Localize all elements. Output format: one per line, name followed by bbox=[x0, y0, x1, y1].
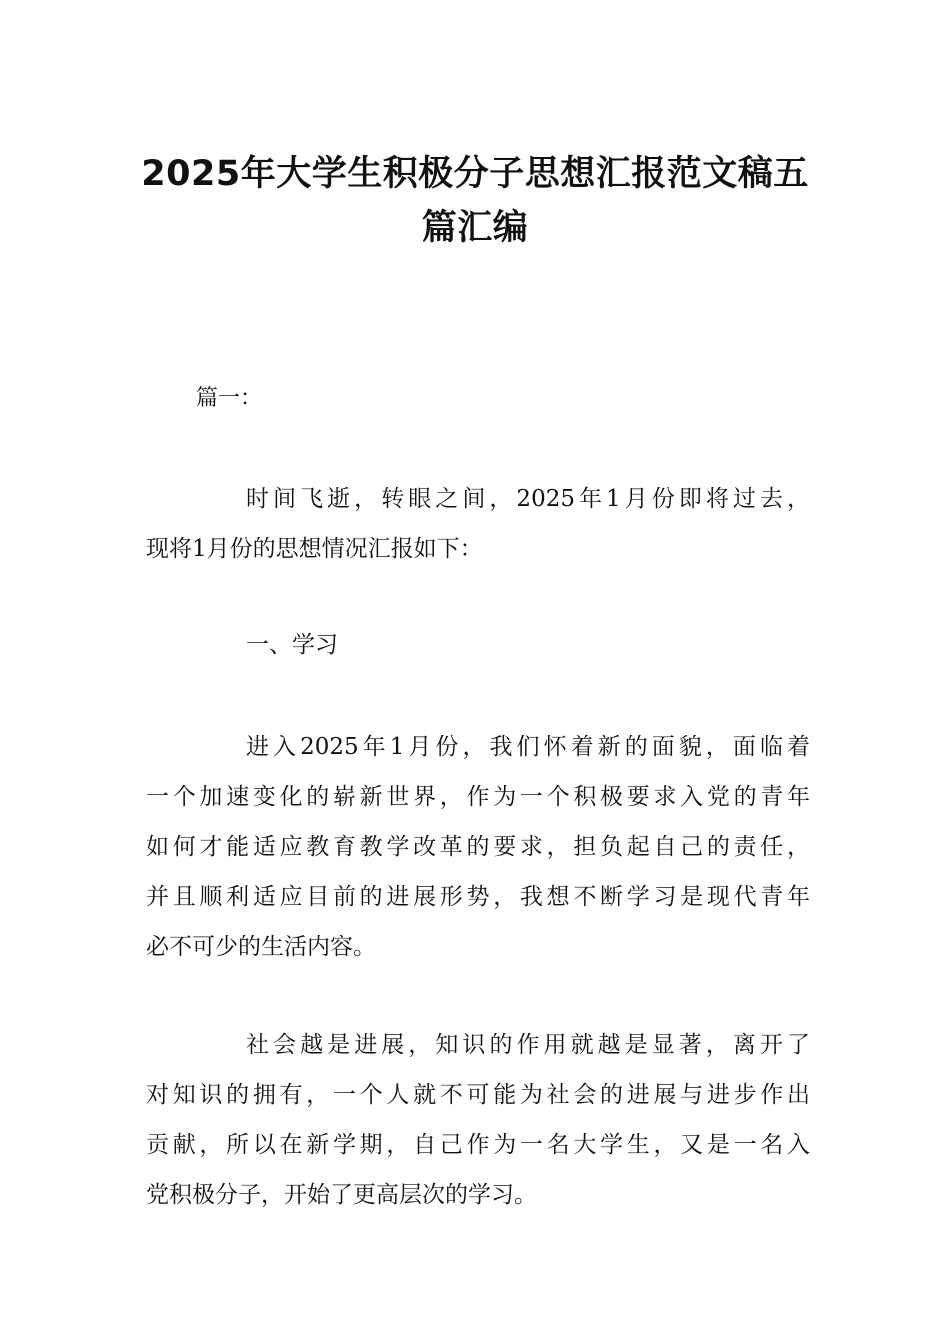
paragraph-line: 必不可少的生活内容。 bbox=[146, 934, 376, 960]
paragraph-knowledge bbox=[146, 1020, 810, 1220]
paragraph-line: 对知识的拥有，一个人就不可能为社会的进展与进步作出 bbox=[146, 1082, 810, 1108]
paragraph-intro bbox=[146, 474, 810, 574]
title-line-1: 2025年大学生积极分子思想汇报范文稿五 bbox=[141, 154, 809, 195]
document-title bbox=[120, 147, 830, 255]
paragraph-line: 并且顺利适应目前的进展形势，我想不断学习是现代青年 bbox=[146, 884, 810, 910]
paragraph-line: 现将1月份的思想情况汇报如下： bbox=[146, 536, 483, 562]
paragraph-line: 党积极分子，开始了更高层次的学习。 bbox=[146, 1182, 537, 1208]
paragraph-study bbox=[146, 722, 810, 972]
paragraph-line: 贡献，所以在新学期，自己作为一名大学生，又是一名入 bbox=[146, 1132, 810, 1158]
section-label: 篇一： bbox=[196, 386, 263, 411]
paragraph-line: 时间飞逝，转眼之间，2025年1月份即将过去， bbox=[246, 486, 810, 512]
paragraph-line: 一个加速变化的崭新世界，作为一个积极要求入党的青年 bbox=[146, 784, 810, 810]
paragraph-line: 如何才能适应教育教学改革的要求，担负起自己的责任， bbox=[146, 834, 810, 860]
paragraph-line: 社会越是进展，知识的作用就越是显著，离开了 bbox=[246, 1032, 810, 1058]
paragraph-line: 进入2025年1月份，我们怀着新的面貌，面临着 bbox=[246, 734, 810, 760]
section-heading: 一、学习 bbox=[246, 632, 338, 658]
title-line-2: 篇汇编 bbox=[421, 208, 529, 249]
